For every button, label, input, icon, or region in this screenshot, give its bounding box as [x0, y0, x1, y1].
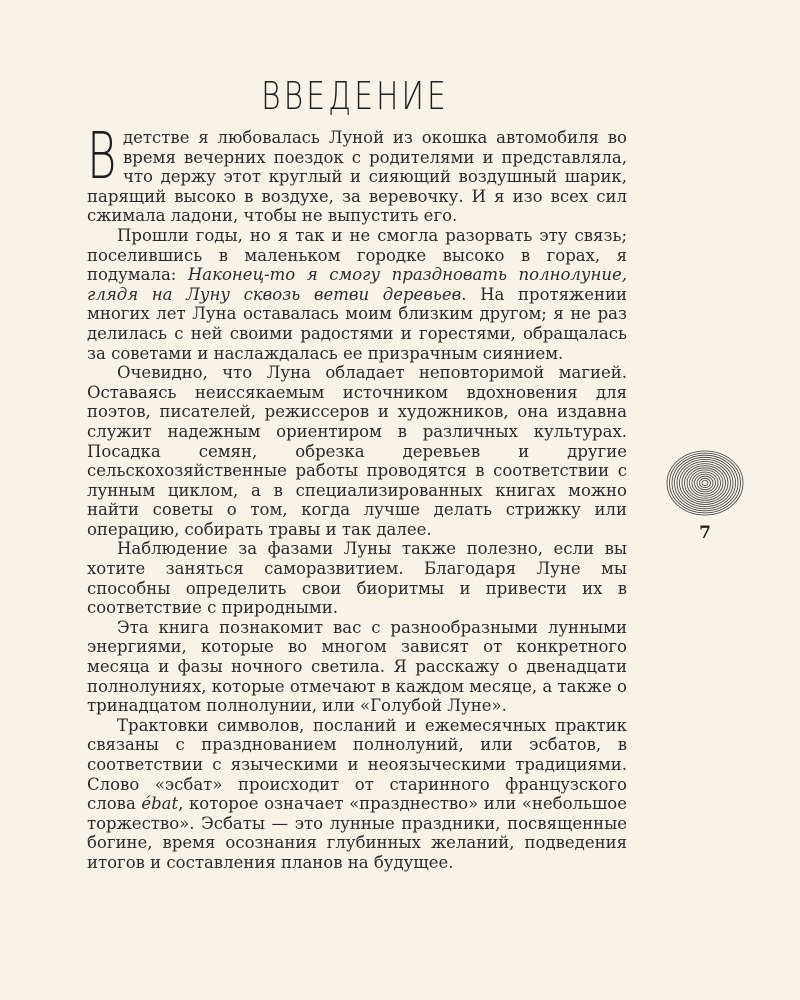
paragraph — [87, 618, 627, 716]
ornament-ring — [692, 472, 718, 494]
paragraph — [87, 539, 627, 617]
paragraph-text: Трактовки символов, посланий и ежемесячных практик связаны с празднованием полнолуний, или эсбатов, в соответствии с языческими и неоязыческими традициями. Слово «эсбат» происходит от старинного французского слова — [87, 715, 627, 814]
italic-quote: Наконец-то я смогу праздновать полнолуние, глядя на Луну сквозь ветви деревьев — [87, 265, 627, 304]
ornament-ring — [700, 478, 711, 487]
drop-cap: В — [87, 120, 117, 194]
chapter-heading: ВВЕДЕНИЕ — [261, 74, 449, 118]
ornament-ring — [685, 466, 726, 501]
ornament-ring — [682, 464, 728, 503]
paragraph-text: Наблюдение за фазами Луны также полезно, если вы хотите заняться саморазвитием. Благодаря Луне мы способны определить свои биоритмы и привести их в соответствие с природными. — [87, 539, 627, 618]
ornament-ring — [695, 474, 716, 492]
paragraph-text: , которое означает «празднество» или «небольшое торжество». Эсбаты — это лунные праздники, посвященные богине, время осознания глубинных желаний, подведения итогов и составления планов на будущее. — [87, 794, 628, 872]
paragraph-text: . На протяжении многих лет Луна оставалась моим близким другом; я не раз делилась с ней своими радостями и горестями, обращалась за советами и наслаждалась ее призрачным сиянием. — [87, 284, 627, 363]
paragraph-text: Эта книга познакомит вас с разнообразными лунными энергиями, которые во многом зависят от конкретного месяца и фазы ночного светила. Я расскажу о двенадцати полнолуниях, которые отмечают в каждом месяце, а также о тринадцатом полнолунии, или «Голубой Луне». — [87, 617, 627, 716]
paragraph — [87, 120, 627, 226]
ornament-ring — [667, 451, 743, 515]
ornament-ring — [677, 459, 733, 506]
paragraph-text: детстве я любовалась Луной из окошка автомобиля во время вечерних поездок с родителями и представляла, что держу этот круглый и сияющий воздушный шарик, парящий высоко в воздухе, за веревочку. И я изо всех сил сжимала ладони, чтобы не выпустить его. — [87, 128, 627, 226]
paragraph — [87, 363, 627, 539]
paragraph — [87, 226, 627, 363]
paragraph-text: Очевидно, что Луна обладает неповторимой магией. Оставаясь неиссякаемым источником вдохновения для поэтов, писателей, режиссеров и художников, она издавна служит надежным ориентиром в различных культурах. Посадка семян, обрезка деревьев и другие сельскохозяйственные работы проводятся в соответствии с лунным циклом, а в специализированных книгах можно найти советы о том, когда лучше делать стрижку или операцию, собирать травы и так далее. — [87, 363, 627, 539]
italic-word: ébat — [141, 794, 179, 814]
concentric-circles-icon — [666, 450, 744, 516]
ornament-ring — [702, 480, 708, 485]
page-number: 7 — [699, 523, 711, 543]
paragraph-text: Прошли годы, но я так и не смогла разорвать эту связь; поселившись в маленьком городке высоко в горах, я подумала: — [87, 225, 627, 285]
ornament-ring — [670, 453, 741, 513]
body-text — [87, 120, 628, 873]
paragraph — [87, 716, 627, 873]
ornament-ring — [675, 457, 736, 508]
